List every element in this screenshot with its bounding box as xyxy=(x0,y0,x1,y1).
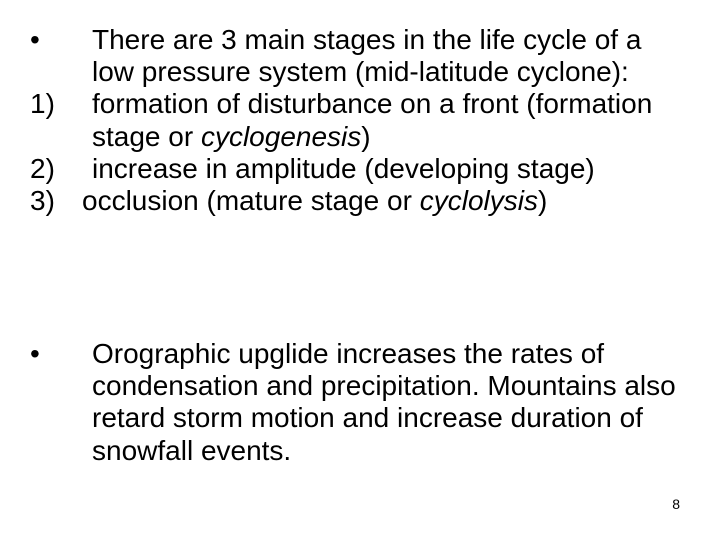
page-number: 8 xyxy=(672,496,680,512)
stage-text-end: ) xyxy=(361,120,371,152)
stage-text-main: formation of disturbance on a front (formation stage or xyxy=(92,88,653,152)
bullet-marker: • xyxy=(30,338,40,369)
bullet-item xyxy=(30,24,690,88)
stage-list-item xyxy=(30,153,690,185)
bullet-item xyxy=(30,338,700,467)
stage-number: 2) xyxy=(30,152,55,184)
bullet-list-first xyxy=(30,24,690,217)
stage-number: 1) xyxy=(30,88,55,120)
stage-text xyxy=(92,153,690,185)
bullet-marker: • xyxy=(30,24,40,55)
bullet-text: Orographic upglide increases the rates of condensation and precipitation. Mountains also retard storm motion and increase duration of snowfall events. xyxy=(92,338,676,466)
stage-text-main: occlusion (mature stage or xyxy=(82,184,420,216)
stage-text xyxy=(92,88,690,152)
stage-text xyxy=(82,185,690,217)
stage-text-italic: cyclolysis xyxy=(419,184,538,216)
stage-text-end: ) xyxy=(537,184,548,216)
bullet-list-second xyxy=(30,338,700,467)
stage-number: 3) xyxy=(30,184,55,216)
stage-list-item xyxy=(30,88,690,152)
stage-text-italic: cyclogenesis xyxy=(200,120,362,152)
stage-text-main: increase in amplitude (developing stage) xyxy=(92,152,595,184)
stage-list-item xyxy=(30,185,690,217)
bullet-text: There are 3 main stages in the life cycle of a low pressure system (mid-latitude cyclone): xyxy=(92,24,642,88)
